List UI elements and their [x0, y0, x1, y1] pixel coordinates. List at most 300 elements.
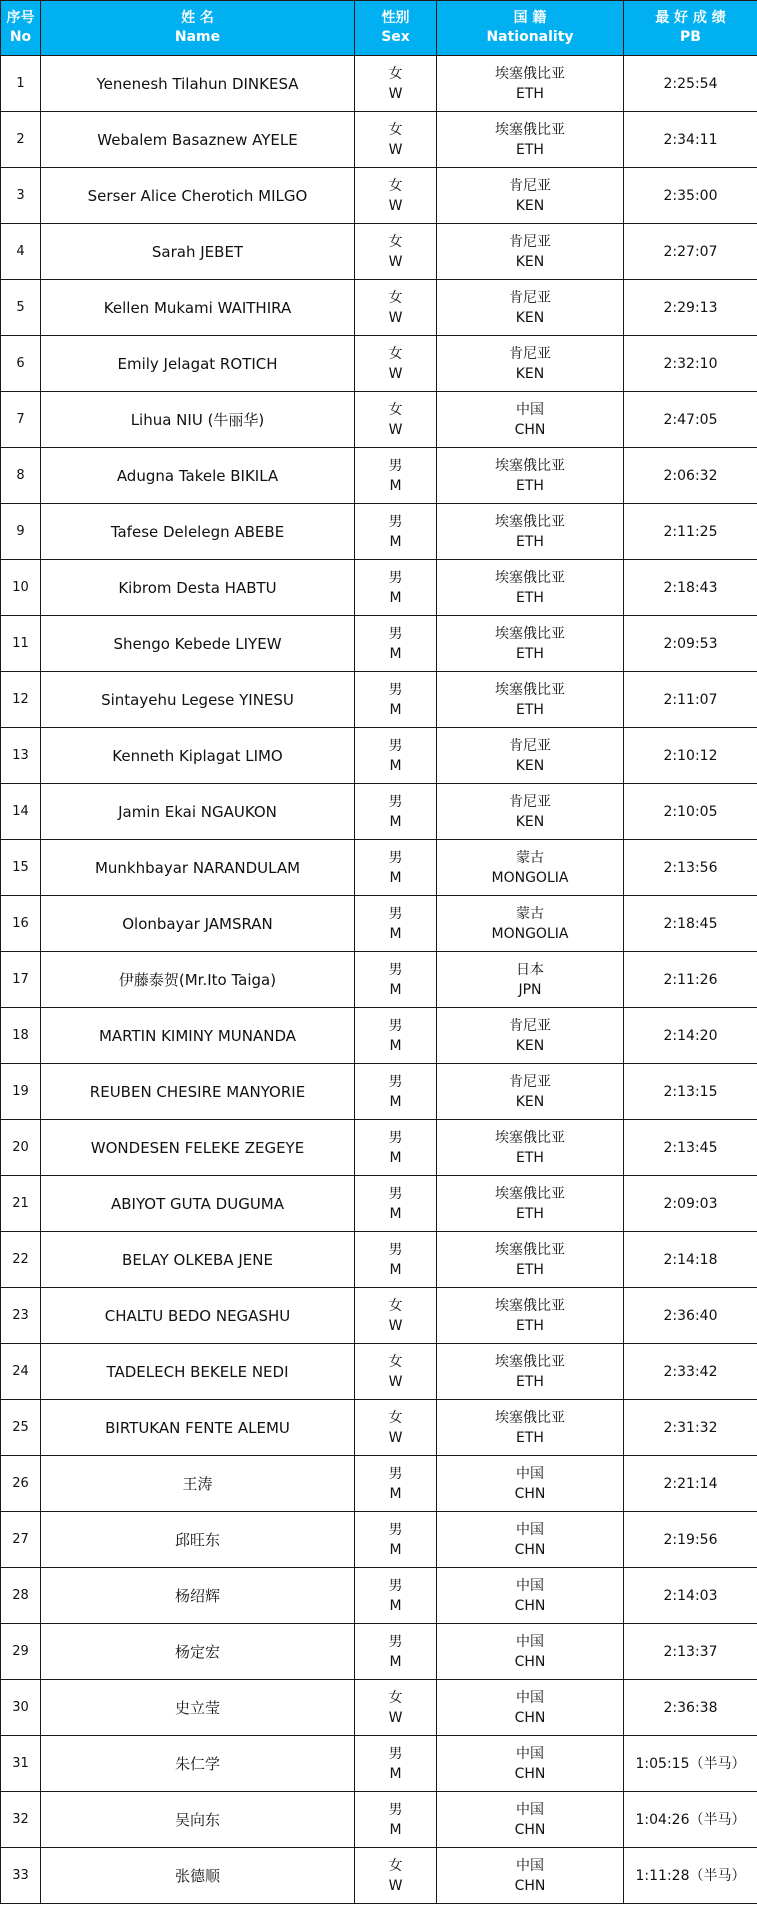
- athlete-pb: 2:29:13: [624, 280, 757, 336]
- sex-en: M: [389, 1261, 402, 1278]
- athlete-nationality: [437, 1736, 624, 1792]
- nationality-cn: 中国: [516, 1577, 544, 1594]
- sex-en: M: [389, 477, 402, 494]
- header-nationality: [437, 1, 624, 56]
- athlete-pb: 2:31:32: [624, 1400, 757, 1456]
- table-row: [1, 672, 757, 728]
- table-row: [1, 1064, 757, 1120]
- nationality-cn: 肯尼亚: [509, 177, 551, 194]
- nationality-en: CHN: [514, 1597, 546, 1614]
- table-row: [1, 952, 757, 1008]
- nationality-en: KEN: [515, 757, 545, 774]
- athlete-sex: [355, 1176, 437, 1232]
- row-number: 27: [1, 1512, 41, 1568]
- nationality-en: KEN: [515, 253, 545, 270]
- sex-en: W: [388, 1373, 403, 1390]
- sex-en: M: [389, 1485, 402, 1502]
- athlete-sex: [355, 1512, 437, 1568]
- athlete-sex: [355, 896, 437, 952]
- row-number: 20: [1, 1120, 41, 1176]
- athlete-sex: [355, 560, 437, 616]
- athlete-name: WONDESEN FELEKE ZEGEYE: [41, 1120, 355, 1176]
- athlete-nationality: [437, 560, 624, 616]
- sex-cn: 男: [388, 1073, 403, 1090]
- row-number: 17: [1, 952, 41, 1008]
- row-number: 21: [1, 1176, 41, 1232]
- athlete-name: 朱仁学: [41, 1736, 355, 1792]
- table-row: [1, 504, 757, 560]
- athlete-nationality: [437, 504, 624, 560]
- athlete-name: Tafese Delelegn ABEBE: [41, 504, 355, 560]
- athlete-name: 伊藤泰贺(Mr.Ito Taiga): [41, 952, 355, 1008]
- sex-cn: 女: [388, 65, 403, 82]
- sex-cn: 男: [388, 905, 403, 922]
- nationality-cn: 中国: [516, 1745, 544, 1762]
- sex-en: M: [389, 925, 402, 942]
- nationality-en: ETH: [516, 1149, 544, 1166]
- athlete-nationality: [437, 1792, 624, 1848]
- sex-en: W: [388, 197, 403, 214]
- athlete-nationality: [437, 1120, 624, 1176]
- sex-en: W: [388, 1317, 403, 1334]
- athlete-nationality: [437, 56, 624, 112]
- sex-en: M: [389, 813, 402, 830]
- sex-en: W: [388, 365, 403, 382]
- athlete-name: Adugna Takele BIKILA: [41, 448, 355, 504]
- row-number: 23: [1, 1288, 41, 1344]
- sex-cn: 男: [388, 513, 403, 530]
- athlete-nationality: [437, 1568, 624, 1624]
- athlete-sex: [355, 280, 437, 336]
- row-number: 12: [1, 672, 41, 728]
- table-row: [1, 1008, 757, 1064]
- sex-cn: 女: [388, 121, 403, 138]
- athlete-pb: 2:13:45: [624, 1120, 757, 1176]
- row-number: 18: [1, 1008, 41, 1064]
- athlete-sex: [355, 952, 437, 1008]
- table-row: [1, 1344, 757, 1400]
- table-row: [1, 616, 757, 672]
- nationality-cn: 埃塞俄比亚: [495, 1241, 565, 1258]
- athlete-pb: 2:09:03: [624, 1176, 757, 1232]
- athlete-nationality: [437, 1848, 624, 1904]
- athlete-pb: 1:04:26（半马）: [624, 1792, 757, 1848]
- table-row: [1, 280, 757, 336]
- nationality-cn: 埃塞俄比亚: [495, 1185, 565, 1202]
- nationality-cn: 日本: [516, 961, 544, 978]
- sex-cn: 男: [388, 849, 403, 866]
- athlete-pb: 2:25:54: [624, 56, 757, 112]
- sex-en: M: [389, 1765, 402, 1782]
- sex-cn: 男: [388, 961, 403, 978]
- athlete-sex: [355, 1120, 437, 1176]
- athlete-nationality: [437, 1456, 624, 1512]
- header-sex: [355, 1, 437, 56]
- row-number: 10: [1, 560, 41, 616]
- row-number: 14: [1, 784, 41, 840]
- athlete-pb: 2:14:03: [624, 1568, 757, 1624]
- athlete-name: Yenenesh Tilahun DINKESA: [41, 56, 355, 112]
- nationality-en: KEN: [515, 197, 545, 214]
- row-number: 5: [1, 280, 41, 336]
- athlete-pb: 2:13:15: [624, 1064, 757, 1120]
- athlete-pb: 2:06:32: [624, 448, 757, 504]
- nationality-cn: 肯尼亚: [509, 737, 551, 754]
- header-pb-cn: 最 好 成 绩: [655, 10, 726, 26]
- table-row: [1, 1736, 757, 1792]
- table-row: [1, 448, 757, 504]
- sex-cn: 女: [388, 289, 403, 306]
- sex-cn: 男: [388, 793, 403, 810]
- athlete-nationality: [437, 392, 624, 448]
- sex-cn: 女: [388, 1689, 403, 1706]
- athlete-nationality: [437, 672, 624, 728]
- athlete-pb: 2:47:05: [624, 392, 757, 448]
- row-number: 4: [1, 224, 41, 280]
- athlete-nationality: [437, 1288, 624, 1344]
- nationality-en: ETH: [516, 1317, 544, 1334]
- athlete-name: Serser Alice Cherotich MILGO: [41, 168, 355, 224]
- athlete-sex: [355, 840, 437, 896]
- row-number: 7: [1, 392, 41, 448]
- athlete-sex: [355, 1568, 437, 1624]
- nationality-cn: 中国: [516, 1521, 544, 1538]
- athlete-sex: [355, 616, 437, 672]
- table-row: [1, 1624, 757, 1680]
- athlete-name: Munkhbayar NARANDULAM: [41, 840, 355, 896]
- sex-cn: 女: [388, 177, 403, 194]
- athlete-sex: [355, 448, 437, 504]
- table-row: [1, 1792, 757, 1848]
- nationality-en: KEN: [515, 309, 545, 326]
- row-number: 31: [1, 1736, 41, 1792]
- row-number: 29: [1, 1624, 41, 1680]
- athlete-sex: [355, 1624, 437, 1680]
- athlete-pb: 2:11:26: [624, 952, 757, 1008]
- nationality-en: ETH: [516, 1429, 544, 1446]
- nationality-en: KEN: [515, 365, 545, 382]
- nationality-cn: 中国: [516, 1633, 544, 1650]
- nationality-en: ETH: [516, 645, 544, 662]
- nationality-cn: 埃塞俄比亚: [495, 121, 565, 138]
- row-number: 8: [1, 448, 41, 504]
- nationality-cn: 蒙古: [516, 905, 544, 922]
- sex-cn: 女: [388, 345, 403, 362]
- table-row: [1, 112, 757, 168]
- sex-cn: 男: [388, 681, 403, 698]
- athlete-pb: 2:13:37: [624, 1624, 757, 1680]
- header-pb-en: PB: [680, 29, 701, 45]
- athlete-pb: 2:19:56: [624, 1512, 757, 1568]
- table-row: [1, 784, 757, 840]
- athlete-pb: 2:34:11: [624, 112, 757, 168]
- sex-en: M: [389, 589, 402, 606]
- athlete-sex: [355, 1288, 437, 1344]
- nationality-en: ETH: [516, 1373, 544, 1390]
- nationality-en: JPN: [518, 981, 542, 998]
- table-row: [1, 1456, 757, 1512]
- athlete-sex: [355, 1064, 437, 1120]
- row-number: 16: [1, 896, 41, 952]
- athlete-name: 杨定宏: [41, 1624, 355, 1680]
- nationality-en: KEN: [515, 1093, 545, 1110]
- nationality-en: ETH: [516, 589, 544, 606]
- nationality-cn: 埃塞俄比亚: [495, 681, 565, 698]
- nationality-en: CHN: [514, 1485, 546, 1502]
- table-row: [1, 1120, 757, 1176]
- athlete-pb: 2:09:53: [624, 616, 757, 672]
- athlete-nationality: [437, 1232, 624, 1288]
- sex-en: M: [389, 701, 402, 718]
- nationality-cn: 埃塞俄比亚: [495, 569, 565, 586]
- nationality-cn: 中国: [516, 401, 544, 418]
- sex-en: W: [388, 421, 403, 438]
- table-row: [1, 728, 757, 784]
- nationality-cn: 肯尼亚: [509, 1017, 551, 1034]
- athlete-name: Lihua NIU (牛丽华): [41, 392, 355, 448]
- sex-en: M: [389, 757, 402, 774]
- sex-cn: 男: [388, 737, 403, 754]
- nationality-cn: 蒙古: [516, 849, 544, 866]
- athlete-pb: 2:11:07: [624, 672, 757, 728]
- athlete-name: 邱旺东: [41, 1512, 355, 1568]
- athlete-pb: 2:10:05: [624, 784, 757, 840]
- nationality-en: CHN: [514, 1821, 546, 1838]
- sex-cn: 男: [388, 1633, 403, 1650]
- athlete-name: MARTIN KIMINY MUNANDA: [41, 1008, 355, 1064]
- athlete-pb: 2:10:12: [624, 728, 757, 784]
- athlete-nationality: [437, 1176, 624, 1232]
- nationality-en: ETH: [516, 477, 544, 494]
- sex-cn: 男: [388, 1745, 403, 1762]
- sex-en: M: [389, 533, 402, 550]
- row-number: 26: [1, 1456, 41, 1512]
- nationality-cn: 埃塞俄比亚: [495, 1129, 565, 1146]
- athlete-name: 王涛: [41, 1456, 355, 1512]
- athlete-nationality: [437, 840, 624, 896]
- athlete-nationality: [437, 1008, 624, 1064]
- row-number: 24: [1, 1344, 41, 1400]
- header-no-en: No: [9, 29, 32, 45]
- nationality-en: ETH: [516, 1261, 544, 1278]
- nationality-cn: 中国: [516, 1465, 544, 1482]
- nationality-cn: 埃塞俄比亚: [495, 513, 565, 530]
- table-row: [1, 168, 757, 224]
- athlete-nationality: [437, 1680, 624, 1736]
- athlete-pb: 2:14:20: [624, 1008, 757, 1064]
- row-number: 28: [1, 1568, 41, 1624]
- row-number: 2: [1, 112, 41, 168]
- athlete-name: Jamin Ekai NGAUKON: [41, 784, 355, 840]
- nationality-en: ETH: [516, 141, 544, 158]
- header-sex-en: Sex: [381, 29, 410, 45]
- header-name: [41, 1, 355, 56]
- table-row: [1, 560, 757, 616]
- sex-en: W: [388, 1709, 403, 1726]
- sex-cn: 女: [388, 1297, 403, 1314]
- sex-cn: 女: [388, 233, 403, 250]
- athlete-name: ABIYOT GUTA DUGUMA: [41, 1176, 355, 1232]
- sex-en: M: [389, 1597, 402, 1614]
- athlete-name: 张德顺: [41, 1848, 355, 1904]
- sex-cn: 男: [388, 1465, 403, 1482]
- athlete-sex: [355, 784, 437, 840]
- row-number: 19: [1, 1064, 41, 1120]
- sex-en: W: [388, 85, 403, 102]
- row-number: 9: [1, 504, 41, 560]
- table-row: [1, 1568, 757, 1624]
- athlete-pb: 2:14:18: [624, 1232, 757, 1288]
- table-body: [1, 56, 757, 1904]
- header-name-en: Name: [174, 29, 221, 45]
- nationality-en: MONGOLIA: [491, 925, 569, 942]
- sex-cn: 男: [388, 1577, 403, 1594]
- sex-cn: 女: [388, 401, 403, 418]
- sex-en: M: [389, 1205, 402, 1222]
- sex-cn: 男: [388, 1521, 403, 1538]
- nationality-cn: 肯尼亚: [509, 345, 551, 362]
- nationality-cn: 肯尼亚: [509, 1073, 551, 1090]
- row-number: 6: [1, 336, 41, 392]
- nationality-en: ETH: [516, 1205, 544, 1222]
- nationality-cn: 中国: [516, 1689, 544, 1706]
- athlete-name: 吴向东: [41, 1792, 355, 1848]
- athlete-sex: [355, 1680, 437, 1736]
- athlete-pb: 2:27:07: [624, 224, 757, 280]
- sex-cn: 男: [388, 1017, 403, 1034]
- table-row: [1, 840, 757, 896]
- sex-en: W: [388, 1429, 403, 1446]
- athlete-pb: 1:11:28（半马）: [624, 1848, 757, 1904]
- header-no: [1, 1, 41, 56]
- athlete-name: 杨绍辉: [41, 1568, 355, 1624]
- header-name-cn: 姓 名: [181, 10, 214, 26]
- nationality-en: ETH: [516, 85, 544, 102]
- athlete-pb: 2:21:14: [624, 1456, 757, 1512]
- nationality-cn: 中国: [516, 1801, 544, 1818]
- athlete-nationality: [437, 1344, 624, 1400]
- athlete-name: Sintayehu Legese YINESU: [41, 672, 355, 728]
- athlete-sex: [355, 112, 437, 168]
- row-number: 22: [1, 1232, 41, 1288]
- athlete-nationality: [437, 1512, 624, 1568]
- nationality-cn: 埃塞俄比亚: [495, 1353, 565, 1370]
- athlete-sex: [355, 1400, 437, 1456]
- athlete-sex: [355, 1848, 437, 1904]
- sex-cn: 男: [388, 1241, 403, 1258]
- athlete-sex: [355, 392, 437, 448]
- sex-cn: 男: [388, 1801, 403, 1818]
- athlete-nationality: [437, 784, 624, 840]
- athlete-pb: 2:33:42: [624, 1344, 757, 1400]
- athlete-pb: 2:18:43: [624, 560, 757, 616]
- athlete-nationality: [437, 168, 624, 224]
- nationality-cn: 埃塞俄比亚: [495, 1409, 565, 1426]
- header-nationality-cn: 国 籍: [513, 10, 547, 26]
- athlete-sex: [355, 168, 437, 224]
- athlete-name: Shengo Kebede LIYEW: [41, 616, 355, 672]
- table-row: [1, 1848, 757, 1904]
- athlete-sex: [355, 728, 437, 784]
- athlete-pb: 2:18:45: [624, 896, 757, 952]
- athlete-name: Kibrom Desta HABTU: [41, 560, 355, 616]
- nationality-en: CHN: [514, 1541, 546, 1558]
- sex-en: M: [389, 1821, 402, 1838]
- row-number: 11: [1, 616, 41, 672]
- athlete-nationality: [437, 1624, 624, 1680]
- athlete-pb: 2:35:00: [624, 168, 757, 224]
- athlete-pb: 2:36:40: [624, 1288, 757, 1344]
- athlete-sex: [355, 504, 437, 560]
- athlete-nationality: [437, 448, 624, 504]
- athlete-name: BELAY OLKEBA JENE: [41, 1232, 355, 1288]
- athlete-name: 史立莹: [41, 1680, 355, 1736]
- nationality-cn: 埃塞俄比亚: [495, 1297, 565, 1314]
- row-number: 15: [1, 840, 41, 896]
- nationality-en: KEN: [515, 1037, 545, 1054]
- table-header: [1, 1, 757, 56]
- nationality-cn: 埃塞俄比亚: [495, 625, 565, 642]
- sex-en: M: [389, 1093, 402, 1110]
- sex-en: M: [389, 1149, 402, 1166]
- nationality-en: CHN: [514, 1765, 546, 1782]
- sex-en: W: [388, 141, 403, 158]
- nationality-cn: 肯尼亚: [509, 233, 551, 250]
- athlete-nationality: [437, 280, 624, 336]
- row-number: 33: [1, 1848, 41, 1904]
- athlete-name: Webalem Basaznew AYELE: [41, 112, 355, 168]
- nationality-cn: 中国: [516, 1857, 544, 1874]
- sex-en: M: [389, 981, 402, 998]
- athlete-pb: 2:11:25: [624, 504, 757, 560]
- row-number: 32: [1, 1792, 41, 1848]
- sex-en: W: [388, 253, 403, 270]
- header-sex-cn: 性别: [381, 10, 410, 26]
- row-number: 30: [1, 1680, 41, 1736]
- athlete-pb: 2:13:56: [624, 840, 757, 896]
- header-row: [1, 1, 757, 56]
- athlete-pb: 1:05:15（半马）: [624, 1736, 757, 1792]
- athlete-nationality: [437, 112, 624, 168]
- row-number: 3: [1, 168, 41, 224]
- athlete-pb: 2:32:10: [624, 336, 757, 392]
- nationality-en: ETH: [516, 701, 544, 718]
- nationality-en: CHN: [514, 1877, 546, 1894]
- header-pb: [624, 1, 757, 56]
- nationality-en: ETH: [516, 533, 544, 550]
- sex-cn: 男: [388, 569, 403, 586]
- sex-en: M: [389, 869, 402, 886]
- table-row: [1, 1176, 757, 1232]
- table-row: [1, 1400, 757, 1456]
- athlete-sex: [355, 1736, 437, 1792]
- table-row: [1, 896, 757, 952]
- nationality-cn: 肯尼亚: [509, 289, 551, 306]
- sex-cn: 男: [388, 457, 403, 474]
- nationality-en: CHN: [514, 1653, 546, 1670]
- table-row: [1, 336, 757, 392]
- athlete-name: Emily Jelagat ROTICH: [41, 336, 355, 392]
- athlete-sex: [355, 1456, 437, 1512]
- athlete-nationality: [437, 1400, 624, 1456]
- sex-cn: 女: [388, 1857, 403, 1874]
- athlete-name: Olonbayar JAMSRAN: [41, 896, 355, 952]
- table-row: [1, 1680, 757, 1736]
- athlete-nationality: [437, 336, 624, 392]
- sex-en: M: [389, 645, 402, 662]
- row-number: 1: [1, 56, 41, 112]
- row-number: 25: [1, 1400, 41, 1456]
